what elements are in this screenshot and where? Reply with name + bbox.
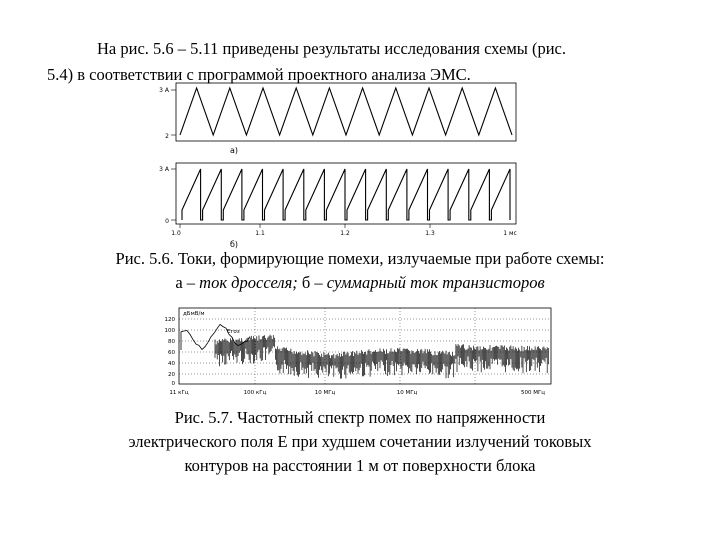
figure-5-6 <box>150 80 550 250</box>
panel-a-frame <box>176 83 516 141</box>
limit-label: Егоз <box>227 329 240 335</box>
spectrum-x-tick-5: 500 МГц <box>520 390 546 396</box>
y-tick-40: 40 <box>168 361 175 367</box>
panel-a-waveform <box>180 88 512 135</box>
y-tick-120: 120 <box>164 317 175 323</box>
spectrum-x-tick-3: 10 МГц <box>314 390 336 396</box>
x-tick-5: 1 мс <box>503 230 517 237</box>
fig57-caption-line1: Рис. 5.7. Частотный спектр помех по напряженности <box>174 408 546 427</box>
panel-b-ytop: 3 А <box>159 166 169 173</box>
spectrum-trace <box>215 335 548 379</box>
panel-a-label: а) <box>230 146 239 155</box>
fig56-caption-a-italic: ток дросселя; <box>199 273 298 292</box>
intro-line-2: 5.4) в соответствии с программой проектного анализа ЭМС. <box>47 65 471 84</box>
panel-a <box>159 83 516 155</box>
fig56-caption-line1: Рис. 5.6. Токи, формирующие помехи, излучаемые при работе схемы: <box>115 249 605 268</box>
panel-b <box>159 163 517 249</box>
y-tick-60: 60 <box>168 350 175 356</box>
y-tick-20: 20 <box>168 372 175 378</box>
fig57-caption-line2: электрического поля Е при худшем сочетании излучений токовых <box>128 432 592 451</box>
fig57-caption-line3: контуров на расстоянии 1 м от поверхности блока <box>184 456 536 475</box>
panel-a-ybottom: 2 <box>165 133 169 140</box>
x-tick-1: 1.0 <box>171 230 181 237</box>
spectrum-x-tick-2: 100 кГц <box>243 390 267 396</box>
figure-5-6-caption <box>0 247 720 295</box>
panel-b-frame <box>176 163 516 224</box>
y-tick-80: 80 <box>168 339 175 345</box>
fig56-caption-b: б – <box>297 273 327 292</box>
panel-b-ybottom: 0 <box>165 218 169 225</box>
y-tick-100: 100 <box>164 328 175 334</box>
fig56-caption-line2 <box>0 271 720 295</box>
spectrum-x-tick-4: 10 МГц <box>396 390 418 396</box>
x-tick-3: 1.2 <box>340 230 350 237</box>
fig56-caption-a: а – <box>175 273 200 292</box>
panel-a-ytop: 3 А <box>159 87 169 94</box>
x-tick-4: 1.3 <box>425 230 435 237</box>
intro-line-1: На рис. 5.6 – 5.11 приведены результаты исследования схемы (рис. <box>97 39 567 58</box>
spectrum-y-unit: дБмВ/м <box>183 311 205 317</box>
y-tick-0: 0 <box>171 381 175 387</box>
panel-b-label: б) <box>230 240 239 249</box>
spectrum-x-tick-1: 11 кГц <box>169 390 189 396</box>
fig56-caption-b-italic: суммарный ток транзисторов <box>326 273 545 292</box>
x-tick-2: 1.1 <box>255 230 265 237</box>
figure-5-7-caption <box>0 406 720 478</box>
panel-b-waveform <box>182 169 510 220</box>
figure-5-7 <box>155 304 565 399</box>
